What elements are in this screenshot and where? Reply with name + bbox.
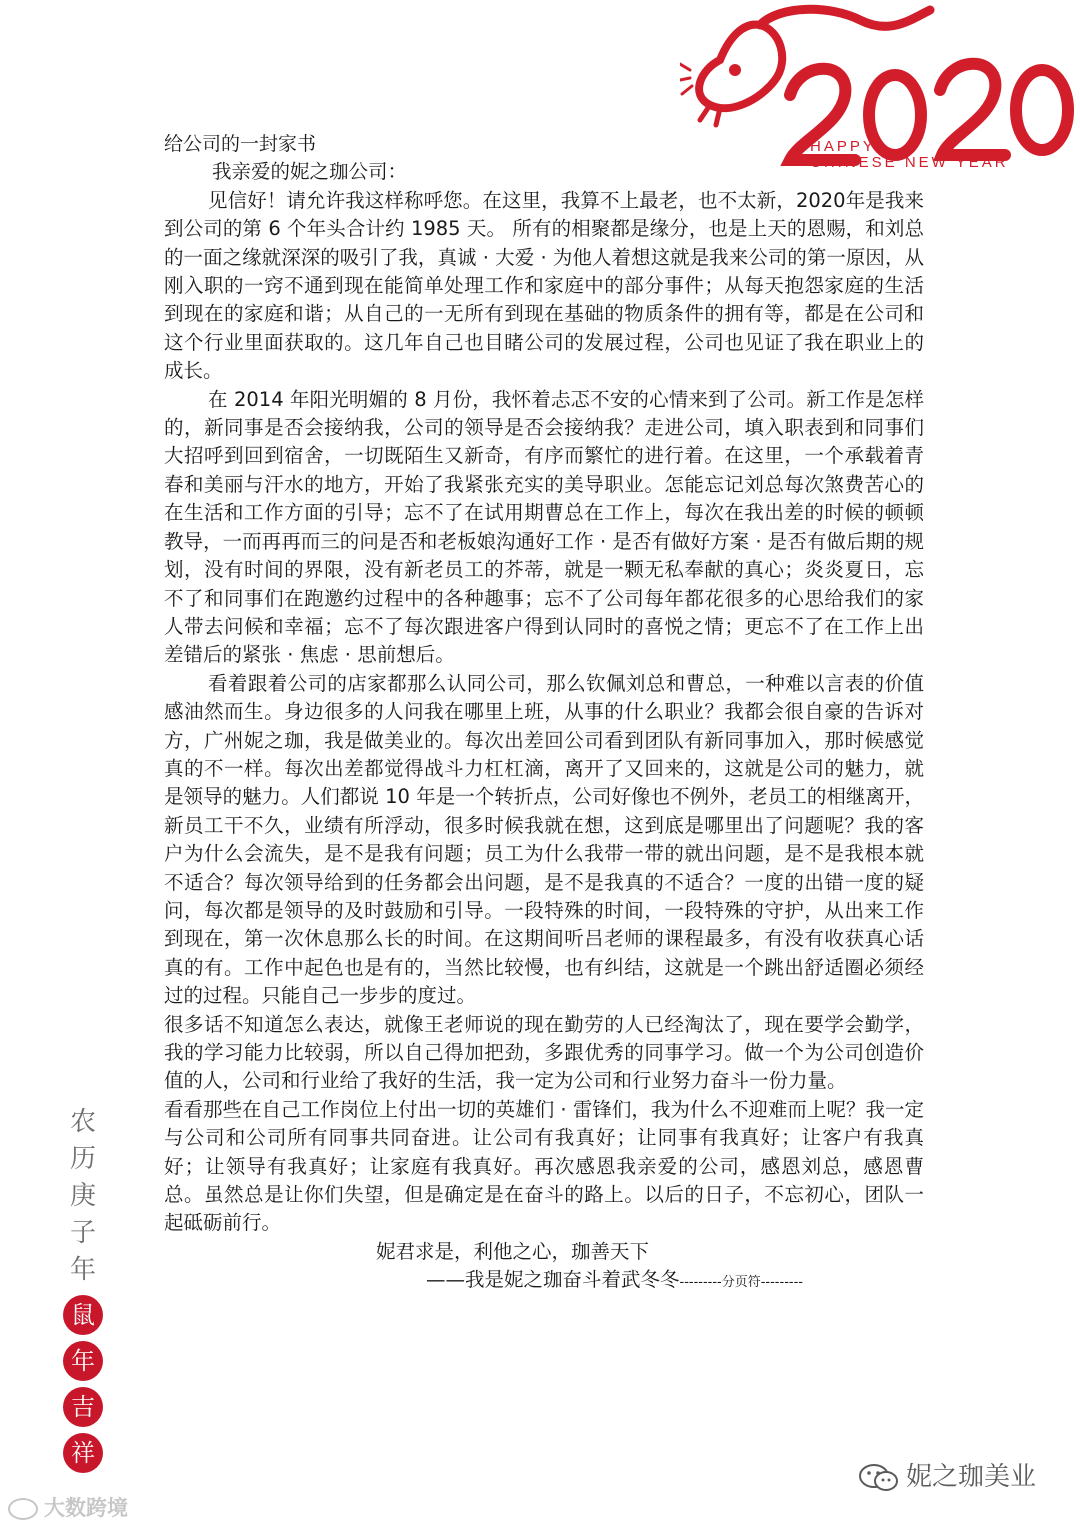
letter-paragraph-3: 看着跟着公司的店家都那么认同公司，那么钦佩刘总和曹总，一种难以言表的价值感油然而生。身边很多的人问我在哪里上班，从事的什么职业？我都会很自豪的告诉对方，广州妮之珈，我是做美业的。每次出差回公司看到团队有新同事加入，那时候感觉真的不一样。每次出差都觉得战斗力杠杠滴，离开了又回来的，这就是公司的魅力，就是领导的魅力。人们都说 10 年是一个转折点，公司好像也不例外，老员工的相继离开，新员工干不久，业绩有所浮动，很多时候我就在想，这到底是哪里出了问题呢？我的客户为什么会流失，是不是我有问题；员工为什么我带一带的就出问题，是不是我根本就不适合？每次领导给到的任务都会出问题，是不是我真的不适合？一度的出错一度的疑问，每次都是领导的及时鼓励和引导。一段特殊的时间，一段特殊的守护，从出来工作到现在，第一次休息那么长的时间。在这期间听吕老师的课程最多，有没有收获真心话真的有。工作中起色也是有的，当然比较慢，也有纠结，这就是一个跳出舒适圈必须经过的过程。只能自己一步步的度过。 (164, 671, 924, 1008)
letter-title: 给公司的一封家书 (164, 133, 317, 155)
watermark-logo-icon (8, 1498, 38, 1520)
letter-paragraph-5: 看看那些在自己工作岗位上付出一切的英雄们 · 雷锋们，我为什么不迎难而上呢？我一定与公司和公司所有同事共同奋进。让公司有我真好；让同事有我真好；让客户有我真好；让领导有我真好；让家庭有我真好。再次感恩我亲爱的公司，感恩刘总，感恩曹总。虽然总是让你们失望，但是确定是在奋斗的路上。以后的日子，不忘初心，团队一起砥砺前行。 (164, 1097, 924, 1235)
seal-char: 年 (63, 1341, 103, 1381)
wechat-icon (858, 1463, 900, 1493)
seal-char: 鼠 (63, 1295, 103, 1335)
vertical-char: 农 (69, 1107, 96, 1137)
vertical-char: 年 (69, 1255, 96, 1285)
seal-char: 祥 (63, 1433, 103, 1473)
page-break-separator: ---------分页符--------- (679, 1275, 803, 1291)
vertical-char: 历 (69, 1144, 96, 1174)
vertical-char: 子 (69, 1218, 96, 1248)
letter-paragraph-1: 见信好！请允许我这样称呼您。在这里，我算不上最老，也不太新，2020年是我来到公司的第 6 个年头合计约 1985 天。 所有的相聚都是缘分，也是上天的恩赐，和刘总的一面之缘就深深的吸引了我，真诚 · 大爱 · 为他人着想这就是我来公司的第一原因，从刚入职的一窍不通到现在能简单处理工作和家庭中的部分事件；从每天抱怨家庭的生活到现在的家庭和谐；从自己的一无所有到现在基础的物质条件的拥有等，都是在公司和这个行业里面获取的。这几年自己也目睹公司的发展过程，公司也见证了我在职业上的成长。 (164, 188, 924, 383)
letter-motto: 妮君求是，利他之心，珈善天下 (376, 1239, 650, 1263)
logo-happy-text: HAPPY (810, 138, 876, 155)
watermark-left (8, 1492, 128, 1522)
signoff-text: ——我是妮之珈奋斗着武冬冬 (426, 1268, 680, 1292)
letter-paragraph-4: 很多话不知道怎么表达，就像王老师说的现在勤劳的人已经淘汰了，现在要学会勤学，我的学习能力比较弱，所以自己得加把劲，多跟优秀的同事学习。做一个为公司创造价值的人，公司和行业给了我好的生活，我一定为公司和行业努力奋斗一份力量。 (164, 1012, 924, 1093)
watermark-right (858, 1456, 1036, 1493)
lunar-year-vertical-text (58, 1104, 108, 1473)
watermark-left-text: 大数跨境 (44, 1496, 128, 1520)
seal-char: 吉 (63, 1387, 103, 1427)
watermark-right-text: 妮之珈美业 (906, 1462, 1037, 1492)
letter-paragraph-2: 在 2014 年阳光明媚的 8 月份，我怀着忐忑不安的心情来到了公司。新工作是怎样的，新同事是否会接纳我，公司的领导是否会接纳我？走进公司，填入职表到和同事们大招呼到回到宿舍，一切既陌生又新奇，有序而繁忙的进行着。在这里，一个承载着青春和美丽与汗水的地方，开始了我紧张充实的美导职业。怎能忘记刘总每次煞费苦心的在生活和工作方面的引导；忘不了在试用期曹总在工作上，每次在我出差的时候的顿顿教导，一而再再而三的问是否和老板娘沟通好工作 · 是否有做好方案 · 是否有做后期的规划，没有时间的界限，没有新老员工的芥蒂，就是一颗无私奉献的真心；炎炎夏日，忘不了和同事们在跑邀约过程中的各种趣事；忘不了公司每年都花很多的心思给我们的家人带去问候和幸福；忘不了每次跟进客户得到认同时的喜悦之情；更忘不了在工作上出差错后的紧张 · 焦虑 · 思前想后。 (164, 387, 924, 667)
letter-salutation: 我亲爱的妮之珈公司： (212, 160, 408, 184)
letter-signoff (426, 1266, 924, 1297)
logo-new-year-text: CHINESE NEW YEAR (810, 154, 1009, 171)
letter-body (164, 130, 924, 1298)
vertical-char: 庚 (69, 1181, 96, 1211)
